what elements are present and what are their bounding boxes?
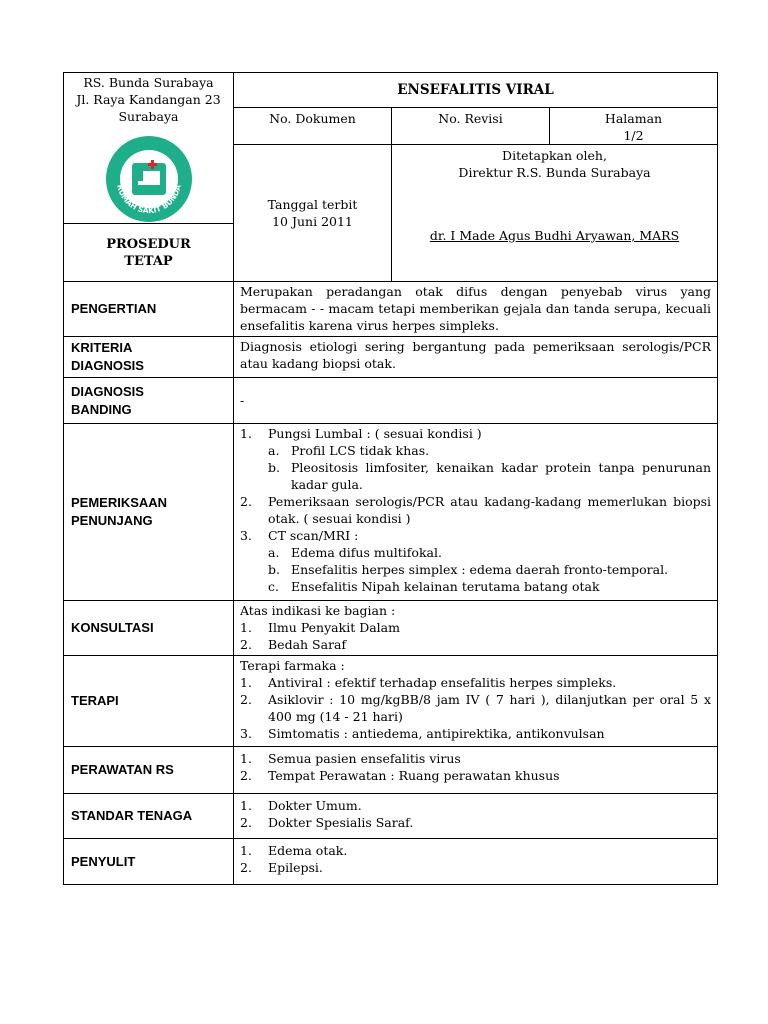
list-item (240, 691, 711, 725)
list-item-number: 1. (240, 843, 252, 858)
kriteria-label-line1: KRITERIA (71, 340, 133, 355)
sub-list-item-text: Ensefalitis herpes simplex : edema daerah fronto-temporal. (291, 562, 669, 577)
document-title: ENSEFALITIS VIRAL (234, 73, 718, 108)
sub-list-item-letter: b. (268, 562, 280, 577)
list-item-text: Tempat Perawatan : Ruang perawatan khusus (268, 768, 560, 783)
list-item-number: 1. (240, 751, 252, 766)
list-item (240, 527, 711, 544)
list-item-number: 2. (240, 768, 252, 783)
list-item (240, 750, 711, 767)
terapi-intro: Terapi farmaka : (240, 658, 345, 673)
pemeriksaan-label (64, 424, 234, 601)
list-item-number: 1. (240, 798, 252, 813)
banding-text: - (234, 378, 718, 424)
list-item-text: Pemeriksaan serologis/PCR atau kadang-kadang memerlukan biopsi otak. ( sesuai kondisi ) (268, 494, 712, 526)
terapi-label: TERAPI (64, 656, 234, 747)
sub-list-item (240, 578, 711, 595)
no-revisi-cell (392, 108, 550, 145)
pemeriksaan-label-line1: PEMERIKSAAN (71, 495, 168, 510)
list-item-number: 2. (240, 494, 252, 509)
standar-label: STANDAR TENAGA (64, 794, 234, 839)
penyulit-content (234, 839, 718, 885)
procedure-document (63, 72, 717, 885)
list-item-number: 3. (240, 528, 252, 543)
list-item-text: Asiklovir : 10 mg/kgBB/8 jam IV ( 7 hari ), dilanjutkan per oral 5 x 400 mg (14 - 21 hari) (268, 692, 712, 724)
list-item-text: CT scan/MRI : (268, 528, 359, 543)
tanggal-terbit-cell (234, 145, 392, 282)
pengertian-label: PENGERTIAN (64, 282, 234, 337)
perawatan-label: PERAWATAN RS (64, 747, 234, 794)
list-item (240, 636, 711, 653)
sub-list-item-text: Edema difus multifokal. (291, 545, 442, 560)
hospital-info-cell (64, 73, 234, 224)
no-dokumen-label: No. Dokumen (269, 111, 356, 126)
sub-list-item-letter: c. (268, 579, 279, 594)
list-item (240, 859, 711, 876)
sub-list-item (240, 459, 711, 493)
sub-list-item-text: Ensefalitis Nipah kelainan terutama batang otak (291, 579, 600, 594)
logo-text: RUMAH SAKIT BUNDA (114, 183, 183, 216)
banding-label-line2: BANDING (71, 401, 132, 417)
konsultasi-intro: Atas indikasi ke bagian : (240, 603, 396, 618)
terapi-content (234, 656, 718, 747)
list-item-number: 3. (240, 726, 252, 741)
ditetapkan-line2: Direktur R.S. Bunda Surabaya (458, 165, 651, 180)
halaman-value: 1/2 (623, 128, 644, 143)
pemeriksaan-content (234, 424, 718, 601)
sub-list-item (240, 561, 711, 578)
list-item-text: Edema otak. (268, 843, 348, 858)
list-item-text: Antiviral : efektif terhadap ensefalitis herpes simpleks. (268, 675, 617, 690)
list-item (240, 767, 711, 784)
hospital-logo (64, 135, 233, 223)
list-item-text: Pungsi Lumbal : ( sesuai kondisi ) (268, 426, 482, 441)
kriteria-label-line2: DIAGNOSIS (71, 358, 144, 373)
list-item-text: Dokter Spesialis Saraf. (268, 815, 414, 830)
list-item-text: Semua pasien ensefalitis virus (268, 751, 461, 766)
signer-name: dr. I Made Agus Budhi Aryawan, MARS (429, 228, 680, 243)
konsultasi-content (234, 601, 718, 656)
banding-label-line1: DIAGNOSIS (71, 383, 144, 399)
list-item (240, 842, 711, 859)
halaman-label: Halaman (604, 111, 663, 126)
sub-list-item-letter: b. (268, 460, 280, 475)
list-item-text: Bedah Saraf (268, 637, 347, 652)
prosedur-tetap-cell (64, 224, 234, 282)
list-item (240, 425, 711, 442)
list-item (240, 493, 711, 527)
list-item-number: 1. (240, 620, 252, 635)
list-item (240, 674, 711, 691)
hospital-name: RS. Bunda Surabaya (83, 75, 214, 90)
tanggal-label: Tanggal terbit (267, 197, 358, 212)
kriteria-label (64, 337, 234, 378)
tanggal-value: 10 Juni 2011 (272, 214, 353, 229)
pengertian-text: Merupakan peradangan otak difus dengan penyebab virus yang bermacam - - macam tetapi memberikan gejala dan tanda serupa, kecuali ensefalitis karena virus herpes simpleks. (234, 282, 718, 337)
list-item (240, 797, 711, 814)
hospital-address: Jl. Raya Kandangan 23 (76, 92, 221, 107)
list-item-text: Ilmu Penyakit Dalam (268, 620, 400, 635)
ditetapkan-line1: Ditetapkan oleh, (502, 148, 607, 163)
list-item (240, 725, 711, 742)
prosedur-line2: TETAP (124, 253, 173, 269)
list-item (240, 619, 711, 636)
list-item-number: 2. (240, 860, 252, 875)
list-item-number: 1. (240, 675, 252, 690)
sub-list-item-letter: a. (268, 443, 280, 458)
list-item-text: Dokter Umum. (268, 798, 362, 813)
sub-list-item-text: Profil LCS tidak khas. (291, 443, 430, 458)
penyulit-label: PENYULIT (64, 839, 234, 885)
perawatan-content (234, 747, 718, 794)
sub-list-item-text: Pleositosis limfositer, kenaikan kadar protein tanpa penurunan kadar gula. (291, 460, 712, 492)
list-item-text: Simtomatis : antiedema, antipirektika, antikonvulsan (268, 726, 605, 741)
standar-content (234, 794, 718, 839)
hospital-logo-icon (105, 135, 193, 223)
list-item (240, 814, 711, 831)
list-item-text: Epilepsi. (268, 860, 323, 875)
banding-label (64, 378, 234, 424)
prosedur-line1: PROSEDUR (106, 236, 191, 252)
halaman-cell (550, 108, 718, 145)
ditetapkan-cell (392, 145, 718, 282)
list-item-number: 2. (240, 815, 252, 830)
sub-list-item (240, 442, 711, 459)
no-dokumen-cell (234, 108, 392, 145)
sub-list-item (240, 544, 711, 561)
konsultasi-label: KONSULTASI (64, 601, 234, 656)
list-item-number: 2. (240, 692, 252, 707)
list-item-number: 1. (240, 426, 252, 441)
procedure-table (63, 72, 718, 885)
list-item-number: 2. (240, 637, 252, 652)
kriteria-text: Diagnosis etiologi sering bergantung pada pemeriksaan serologis/PCR atau kadang biopsi otak. (234, 337, 718, 378)
hospital-city: Surabaya (118, 109, 179, 124)
sub-list-item-letter: a. (268, 545, 280, 560)
no-revisi-label: No. Revisi (438, 111, 503, 126)
pemeriksaan-label-line2: PENUNJANG (71, 513, 153, 528)
